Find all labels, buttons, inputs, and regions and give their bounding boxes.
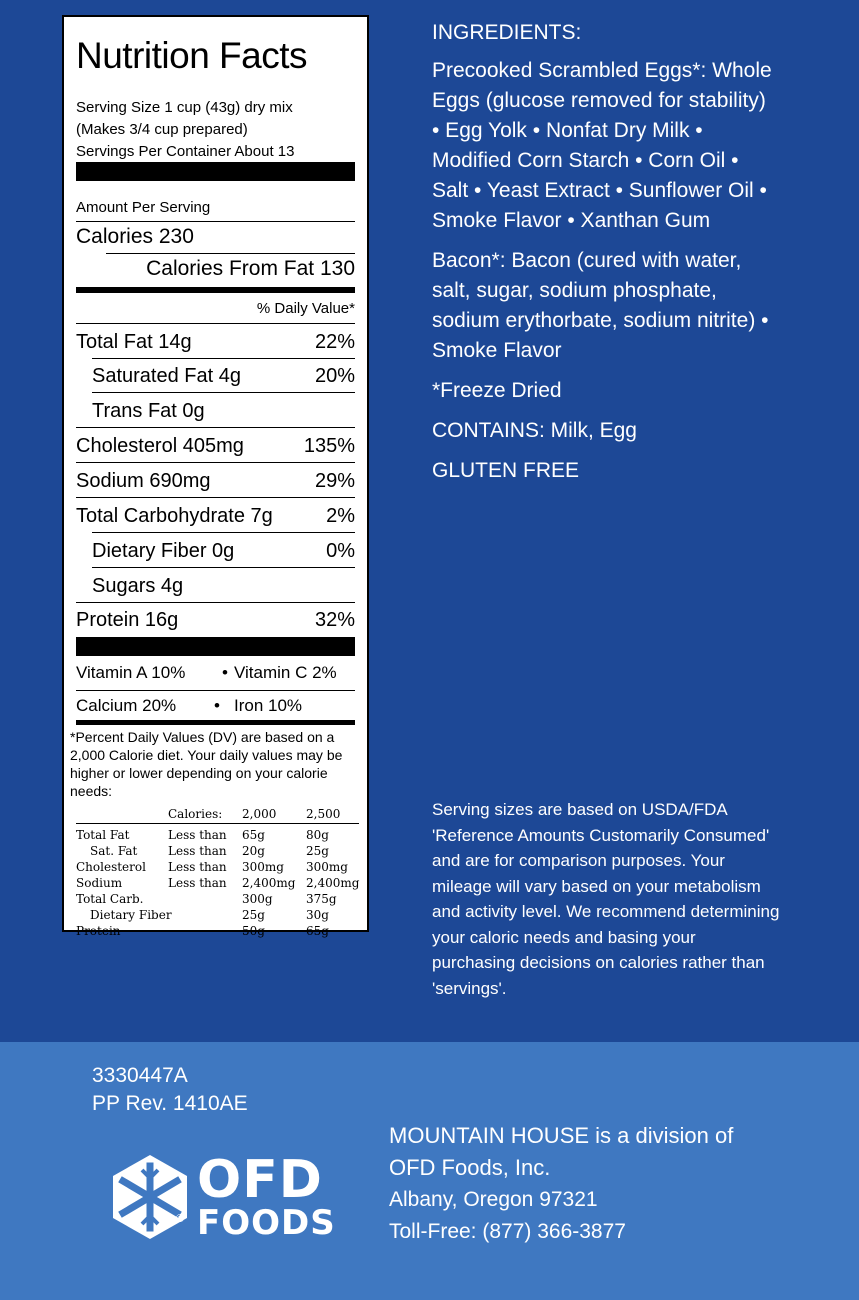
ingredients-bacon: Bacon*: Bacon (cured with water, salt, sugar, sodium phosphate, sodium erythorbate, sodium nitrite) • Smoke Flavor <box>432 249 769 362</box>
nutrient-label: Cholesterol 405mg <box>76 435 244 457</box>
product-codes <box>92 1062 248 1118</box>
thick-divider <box>76 637 355 656</box>
table-cell: 300mg <box>242 860 284 874</box>
nutrient-label: Trans Fat 0g <box>92 400 205 422</box>
table-cell: Total Fat <box>76 828 130 842</box>
registered-mark: ® <box>176 1213 185 1225</box>
table-cell: 50g <box>242 924 265 938</box>
table-cell: 20g <box>242 844 265 858</box>
ingredients-heading: INGREDIENTS: <box>432 21 582 44</box>
ingredients-block <box>432 18 772 496</box>
table-cell: Protein <box>76 924 121 938</box>
divider <box>76 690 355 691</box>
ingredients-eggs: Precooked Scrambled Eggs*: Whole Eggs (glucose removed for stability) • Egg Yolk • Nonfat Dry Milk • Modified Corn Starch • Corn Oil • Salt • Yeast Extract • Sunflower Oil • Smoke Flavor • Xanthan Gum <box>432 59 772 232</box>
divider <box>76 427 355 428</box>
table-row <box>76 876 376 892</box>
nutrient-label: Sodium 690mg <box>76 470 211 492</box>
nutrient-dv: 29% <box>314 470 355 492</box>
table-cell: Less than <box>168 828 227 842</box>
table-cell: 2,400mg <box>306 876 360 890</box>
bullet: • <box>214 696 220 715</box>
table-cell: 25g <box>306 844 329 858</box>
table-cell: Cholesterol <box>76 860 146 874</box>
table-cell: 300mg <box>306 860 348 874</box>
divider <box>76 497 355 498</box>
nutrient-label: Dietary Fiber 0g <box>92 540 235 562</box>
table-row <box>76 924 376 940</box>
bullet: • <box>222 663 228 682</box>
divider <box>106 253 355 254</box>
table-cell: 65g <box>242 828 265 842</box>
medium-divider <box>76 287 355 293</box>
table-cell: 2,500 <box>306 807 341 821</box>
nutrient-row <box>76 330 355 354</box>
table-cell: Calories: <box>168 807 223 821</box>
calories-from-fat: Calories From Fat 130 <box>146 257 355 280</box>
nutrient-row <box>76 434 355 458</box>
gluten-free: GLUTEN FREE <box>432 459 580 482</box>
table-cell: Dietary Fiber <box>90 908 172 922</box>
table-row <box>76 860 376 876</box>
nutrient-label: Total Carbohydrate 7g <box>76 505 273 527</box>
nutrient-dv: 20% <box>314 365 355 387</box>
company-division: MOUNTAIN HOUSE is a division of <box>389 1123 734 1148</box>
table-cell: 25g <box>242 908 265 922</box>
ofd-snowflake-logo-icon <box>105 1152 195 1242</box>
divider <box>92 358 355 359</box>
nutrient-row <box>76 504 355 528</box>
table-row <box>76 844 376 860</box>
table-cell: 375g <box>306 892 337 906</box>
amount-per-serving: Amount Per Serving <box>76 199 211 216</box>
table-cell: 2,400mg <box>242 876 296 890</box>
nutrient-label: Protein 16g <box>76 609 179 631</box>
table-cell: Sat. Fat <box>90 844 138 858</box>
nutrient-dv: 32% <box>314 609 355 631</box>
allergen-contains: CONTAINS: Milk, Egg <box>432 419 637 442</box>
table-row <box>76 828 376 844</box>
freeze-dried-note: *Freeze Dried <box>432 379 562 402</box>
vitamin-a: Vitamin A 10% <box>76 663 186 682</box>
table-header <box>76 807 376 823</box>
nutrient-row <box>76 539 355 563</box>
nutrient-row <box>76 608 355 632</box>
nutrient-dv: 135% <box>303 435 355 457</box>
table-cell: 30g <box>306 908 329 922</box>
makes-prepared: (Makes 3/4 cup prepared) <box>76 121 248 138</box>
nutrient-label: Saturated Fat 4g <box>92 365 241 387</box>
table-cell: Sodium <box>76 876 123 890</box>
nutrient-dv: 0% <box>326 540 355 562</box>
company-address: Albany, Oregon 97321 <box>389 1188 598 1211</box>
divider <box>76 221 355 222</box>
vitamin-c: Vitamin C 2% <box>234 663 337 682</box>
table-cell: 300g <box>242 892 273 906</box>
company-phone: Toll-Free: (877) 366-3877 <box>389 1220 626 1243</box>
nutrient-row <box>76 364 355 388</box>
divider <box>76 462 355 463</box>
daily-value-header: % Daily Value* <box>256 300 355 317</box>
table-cell: 2,000 <box>242 807 277 821</box>
company-info <box>389 1120 789 1248</box>
calories-row <box>76 225 355 249</box>
nutrient-dv: 22% <box>314 331 355 353</box>
company-name: OFD Foods, Inc. <box>389 1155 551 1180</box>
nutrient-row <box>76 469 355 493</box>
calcium: Calcium 20% <box>76 696 177 715</box>
logo-text-foods: FOODS <box>197 1203 336 1243</box>
table-cell: Less than <box>168 876 227 890</box>
nutrient-row <box>76 574 355 598</box>
nutrient-label: Sugars 4g <box>92 575 184 597</box>
nutrient-label: Total Fat 14g <box>76 331 192 353</box>
medium-divider <box>76 720 355 725</box>
divider <box>76 323 355 324</box>
table-cell: 65g <box>306 924 329 938</box>
nutrient-dv: 2% <box>326 505 355 527</box>
servings-per-container: Servings Per Container About 13 <box>76 143 295 160</box>
serving-size-note: Serving sizes are based on USDA/FDA 'Reference Amounts Customarily Consumed' and are for comparison purposes. Your mileage will vary based on your metabolism and activity level. We recommend determining your caloric needs and basing your purchasing decisions on calories rather than 'servings'. <box>432 800 780 998</box>
table-cell: Total Carb. <box>76 892 144 906</box>
nutrient-row <box>76 399 355 423</box>
nutrition-facts-panel <box>62 15 369 938</box>
divider <box>92 392 355 393</box>
divider <box>76 823 359 824</box>
divider <box>92 532 355 533</box>
table-row <box>76 892 376 908</box>
thick-divider <box>76 162 355 181</box>
serving-size: Serving Size 1 cup (43g) dry mix <box>76 99 293 116</box>
table-cell: 80g <box>306 828 329 842</box>
calories-fat-row <box>76 257 355 281</box>
revision-code: PP Rev. 1410AE <box>92 1092 248 1115</box>
table-cell: Less than <box>168 860 227 874</box>
divider <box>76 602 355 603</box>
divider <box>92 567 355 568</box>
product-code: 3330447A <box>92 1064 188 1087</box>
logo-text-ofd: OFD <box>197 1150 323 1210</box>
daily-value-footnote: *Percent Daily Values (DV) are based on a 2,000 Calorie diet. Your daily values may be higher or lower depending on your calorie needs: <box>70 729 343 799</box>
table-row <box>76 908 376 924</box>
iron: Iron 10% <box>234 696 303 715</box>
calories: Calories 230 <box>76 225 194 248</box>
nutrition-title: Nutrition Facts <box>76 35 308 76</box>
table-cell: Less than <box>168 844 227 858</box>
